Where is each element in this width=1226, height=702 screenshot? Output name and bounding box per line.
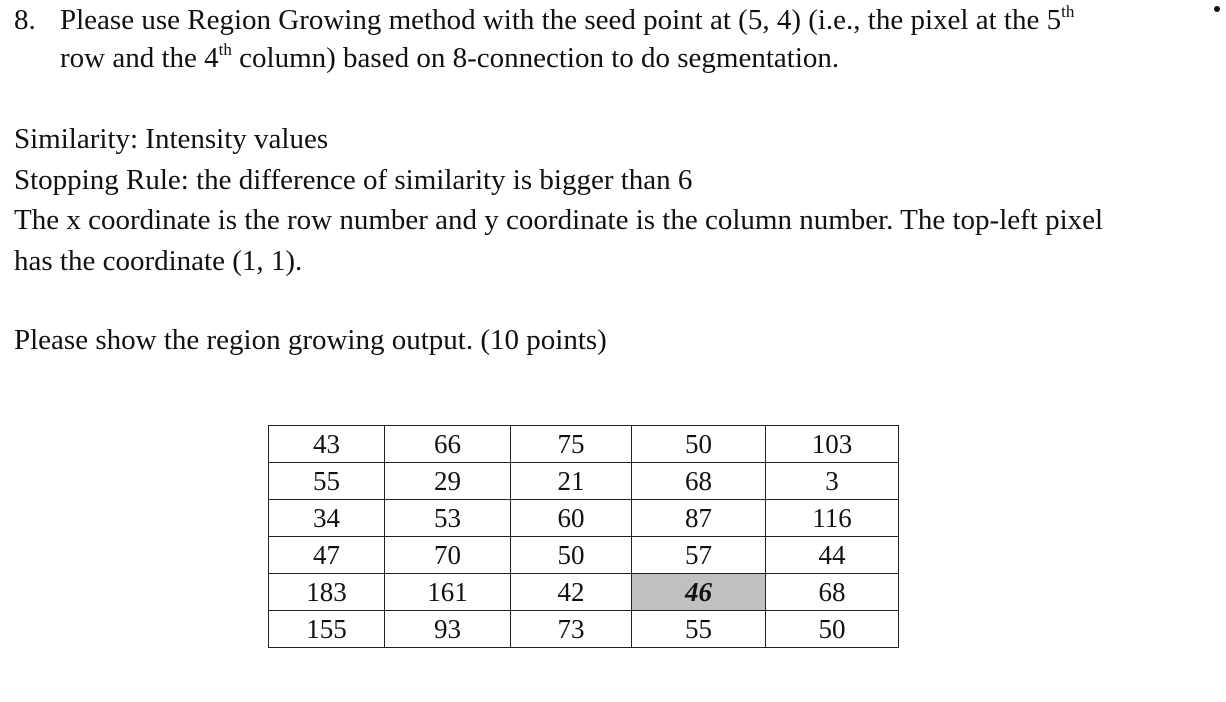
pixel-cell: 21 [511, 463, 632, 500]
pixel-cell: 42 [511, 574, 632, 611]
pixel-cell: 29 [385, 463, 511, 500]
coordinate-note-line-2: has the coordinate (1, 1). [14, 245, 303, 277]
pixel-cell: 43 [269, 426, 385, 463]
stopping-rule-text: Stopping Rule: the difference of similarity is bigger than 6 [14, 164, 693, 196]
grid-body [269, 426, 899, 648]
question-line-1-text: Please use Region Growing method with the seed point at (5, 4) (i.e., the pixel at the 5 [60, 4, 1062, 36]
pixel-cell: 50 [766, 611, 899, 648]
pixel-cell: 155 [269, 611, 385, 648]
pixel-cell: 55 [269, 463, 385, 500]
pixel-cell: 55 [632, 611, 766, 648]
table-row [269, 574, 899, 611]
task-text: Please show the region growing output. (10 points) [14, 324, 607, 356]
pixel-cell: 53 [385, 500, 511, 537]
pixel-cell: 93 [385, 611, 511, 648]
question-line-2-start: row and the 4 [60, 42, 219, 74]
pixel-cell: 161 [385, 574, 511, 611]
pixel-cell: 68 [632, 463, 766, 500]
pixel-cell: 183 [269, 574, 385, 611]
table-row [269, 537, 899, 574]
question-number: 8. [14, 4, 36, 36]
pixel-cell: 70 [385, 537, 511, 574]
pixel-cell: 116 [766, 500, 899, 537]
pixel-cell: 75 [511, 426, 632, 463]
pixel-cell: 57 [632, 537, 766, 574]
table-row [269, 426, 899, 463]
question-line-2 [60, 40, 839, 76]
pixel-cell: 50 [511, 537, 632, 574]
table-row [269, 463, 899, 500]
seed-pixel-cell: 46 [632, 574, 766, 611]
pixel-cell: 68 [766, 574, 899, 611]
pixel-cell: 73 [511, 611, 632, 648]
question-line-2-end: column) based on 8-connection to do segmentation. [231, 42, 840, 74]
table-row [269, 500, 899, 537]
pixel-cell: 47 [269, 537, 385, 574]
pixel-cell: 87 [632, 500, 766, 537]
ordinal-suffix: th [218, 40, 232, 59]
pixel-cell: 103 [766, 426, 899, 463]
bullet-dot-icon [1214, 6, 1220, 12]
coordinate-note-line-1: The x coordinate is the row number and y coordinate is the column number. The top-left pixel [14, 204, 1104, 236]
pixel-cell: 60 [511, 500, 632, 537]
intensity-grid-table [268, 425, 899, 648]
ordinal-suffix: th [1061, 2, 1075, 21]
pixel-cell: 3 [766, 463, 899, 500]
pixel-cell: 44 [766, 537, 899, 574]
pixel-cell: 34 [269, 500, 385, 537]
pixel-cell: 66 [385, 426, 511, 463]
similarity-text: Similarity: Intensity values [14, 123, 329, 155]
table-row [269, 611, 899, 648]
question-line-1 [60, 2, 1074, 38]
pixel-cell: 50 [632, 426, 766, 463]
